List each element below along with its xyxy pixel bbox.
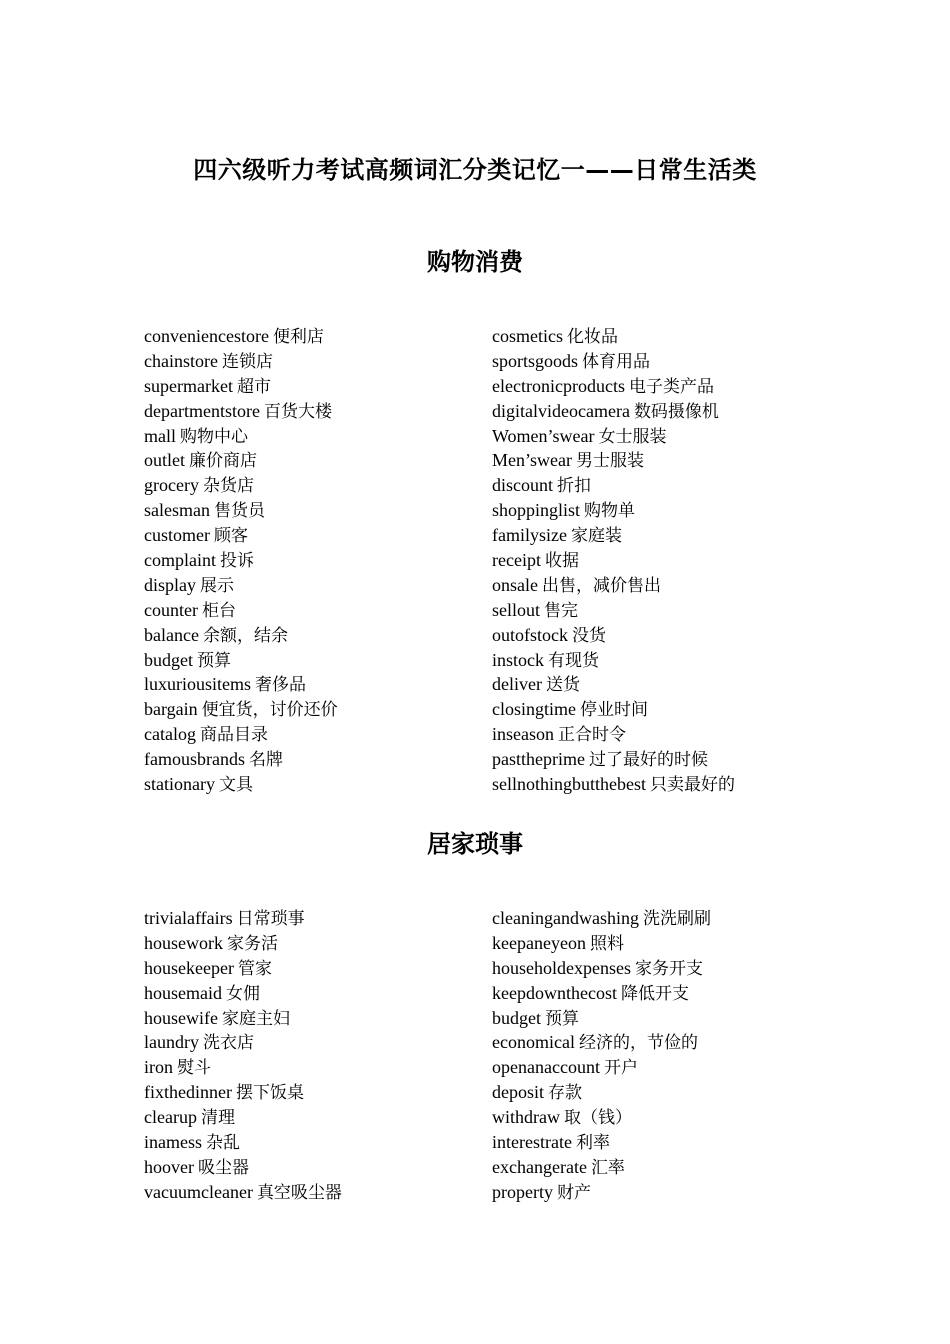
vocab-entry [144,349,338,374]
section-heading-household: 居家琐事 [427,830,523,858]
vocab-translation: 只卖最好的 [649,775,735,796]
vocab-entry [492,399,735,424]
vocab-entry [492,448,735,473]
vocab-term: shoppinglist [492,500,581,521]
vocab-entry [144,648,338,673]
vocab-term: balance [144,624,199,645]
vocab-list-household-right [492,906,711,1205]
vocab-entry [144,573,338,598]
vocab-translation: 日常琐事 [236,909,305,929]
vocab-entry [492,1130,711,1155]
vocab-entry [144,324,338,349]
vocab-term: exchangerate [492,1156,587,1177]
vocab-entry [144,523,338,548]
vocab-term: departmentstore [144,400,260,421]
vocab-term: display [144,574,196,595]
vocab-entry [492,1055,711,1080]
vocab-entry [492,1030,711,1055]
vocab-entry [144,1030,342,1055]
vocab-entry [144,981,342,1006]
vocab-entry [144,448,338,473]
vocab-translation: 体育用品 [582,351,651,372]
vocab-term: budget [144,649,193,670]
vocab-translation: 家务开支 [634,958,703,979]
vocab-term: trivialaffairs [144,908,233,928]
vocab-term: luxuriousitems [144,674,251,695]
vocab-term: budget [492,1007,541,1028]
vocab-translation: 洗洗刷刷 [642,909,711,929]
vocab-entry [144,956,342,981]
vocab-translation: 杂乱 [206,1133,240,1154]
vocab-entry [144,1180,342,1205]
vocab-term: cosmetics [492,326,563,346]
vocab-translation: 吸尘器 [197,1157,249,1178]
vocab-term: inamess [144,1132,202,1153]
vocab-translation: 管家 [237,958,272,979]
vocab-translation: 电子类产品 [628,376,714,397]
vocab-entry [144,722,338,747]
vocab-entry [492,1080,711,1105]
vocab-translation: 杂货店 [202,476,254,497]
vocab-translation: 售完 [544,600,578,621]
vocab-translation: 廉价商店 [189,451,257,472]
vocab-translation: 取（钱） [563,1108,632,1129]
vocab-entry [492,906,711,931]
vocab-translation: 出售，减价售出 [541,575,661,596]
vocab-entry [144,906,342,931]
vocab-translation: 正合时令 [558,725,626,746]
vocab-term: electronicproducts [492,375,625,396]
vocab-term: chainstore [144,350,218,371]
vocab-term: Men’swear [492,450,572,471]
vocab-entry [492,1180,711,1205]
vocab-translation: 文具 [218,775,253,796]
vocab-entry [492,648,735,673]
vocab-term: Women’swear [492,425,595,446]
vocab-entry [144,623,338,648]
vocab-entry [492,672,735,697]
vocab-term: pasttheprime [492,749,585,770]
vocab-translation: 商品目录 [199,725,268,746]
vocab-entry [492,424,735,449]
section-heading-shopping: 购物消费 [427,248,523,276]
vocab-translation: 化妆品 [566,327,618,347]
vocab-entry [144,1155,342,1180]
vocab-translation: 展示 [200,575,234,596]
vocab-term: conveniencestore [144,326,269,346]
vocab-term: inseason [492,724,554,745]
vocab-translation: 汇率 [590,1157,625,1178]
vocab-entry [144,473,338,498]
vocab-translation: 顾客 [213,526,248,547]
vocab-entry [492,473,735,498]
vocab-translation: 数码摄像机 [633,401,719,422]
vocab-translation: 女士服装 [598,426,667,447]
vocab-entry [492,697,735,722]
vocab-list-shopping-left [144,324,338,797]
vocab-entry [144,931,342,956]
vocab-term: housework [144,932,223,953]
vocab-translation: 名牌 [248,750,283,771]
vocab-translation: 超市 [236,376,271,397]
vocab-term: clearup [144,1107,197,1128]
vocab-translation: 购物单 [584,501,636,522]
vocab-translation: 存款 [548,1083,582,1104]
vocab-translation: 家庭主妇 [221,1008,290,1029]
vocab-entry [492,349,735,374]
vocab-entry [492,498,735,523]
vocab-entry [144,672,338,697]
vocab-term: instock [492,649,544,670]
vocab-entry [492,931,711,956]
vocab-term: housekeeper [144,957,234,978]
vocab-entry [492,981,711,1006]
vocab-term: complaint [144,550,216,571]
vocab-term: withdraw [492,1107,560,1128]
vocab-term: openanaccount [492,1057,600,1078]
vocab-translation: 女佣 [226,983,260,1004]
vocab-translation: 没货 [572,625,606,646]
vocab-term: keepdownthecost [492,982,617,1003]
vocab-translation: 投诉 [219,551,254,572]
vocab-entry [144,1080,342,1105]
vocab-translation: 便利店 [272,327,324,347]
vocab-entry [492,956,711,981]
vocab-entry [144,598,338,623]
vocab-term: discount [492,475,553,496]
vocab-translation: 预算 [545,1008,579,1029]
vocab-translation: 购物中心 [180,426,248,447]
vocab-entry [144,1105,342,1130]
vocab-entry [492,772,735,797]
vocab-term: laundry [144,1032,199,1053]
vocab-term: fixthedinner [144,1082,232,1103]
vocab-entry [144,1055,342,1080]
vocab-translation: 经济的，节俭的 [578,1033,698,1054]
vocab-term: vacuumcleaner [144,1181,253,1202]
vocab-term: hoover [144,1156,194,1177]
vocab-translation: 售货员 [213,501,265,522]
vocab-translation: 降低开支 [620,983,689,1004]
vocab-entry [492,374,735,399]
vocab-translation: 折扣 [557,476,591,497]
vocab-entry [492,573,735,598]
vocab-translation: 余额，结余 [202,625,288,646]
vocab-term: grocery [144,475,199,496]
vocab-entry [492,548,735,573]
vocab-entry [144,548,338,573]
vocab-translation: 熨斗 [177,1058,211,1079]
vocab-entry [492,1006,711,1031]
vocab-entry [492,523,735,548]
vocab-translation: 财产 [556,1182,591,1203]
vocab-entry [492,1155,711,1180]
vocab-translation: 奢侈品 [255,675,306,696]
vocab-translation: 预算 [197,650,231,671]
vocab-entry [492,1105,711,1130]
vocab-entry [492,598,735,623]
vocab-term: counter [144,599,198,620]
vocab-list-household-left [144,906,342,1205]
vocab-term: outofstock [492,624,568,645]
vocab-entry [144,498,338,523]
vocab-term: digitalvideocamera [492,400,630,421]
vocab-translation: 家庭装 [570,526,622,547]
vocab-term: stationary [144,774,215,795]
vocab-translation: 清理 [200,1108,235,1129]
vocab-term: bargain [144,699,198,720]
vocab-translation: 有现货 [548,650,599,671]
vocab-term: deposit [492,1082,544,1103]
vocab-translation: 送货 [545,675,580,696]
vocab-term: familysize [492,525,567,546]
vocab-translation: 柜台 [201,600,236,621]
vocab-translation: 男士服装 [575,451,644,472]
vocab-term: catalog [144,724,196,745]
vocab-translation: 真空吸尘器 [256,1182,342,1203]
vocab-term: keepaneyeon [492,932,586,953]
vocab-term: salesman [144,500,210,521]
vocab-term: mall [144,425,176,446]
vocab-translation: 开户 [603,1058,638,1079]
vocab-translation: 利率 [575,1133,610,1154]
vocab-translation: 过了最好的时候 [588,750,708,771]
vocab-term: deliver [492,674,542,695]
vocab-translation: 洗衣店 [202,1033,254,1054]
vocab-term: famousbrands [144,749,245,770]
vocab-term: onsale [492,574,538,595]
vocab-translation: 照料 [589,933,624,954]
vocab-translation: 便宜货，讨价还价 [201,700,338,721]
vocab-term: cleaningandwashing [492,908,639,928]
vocab-entry [144,697,338,722]
vocab-translation: 家务活 [227,933,278,954]
vocab-term: sportsgoods [492,350,579,371]
vocab-entry [144,374,338,399]
vocab-entry [144,1130,342,1155]
vocab-term: sellnothingbutthebest [492,774,646,795]
vocab-term: customer [144,525,210,546]
vocab-translation: 收据 [544,551,579,572]
vocab-term: householdexpenses [492,957,631,978]
vocab-entry [144,1006,342,1031]
vocab-entry [144,747,338,772]
vocab-entry [492,324,735,349]
vocab-term: outlet [144,450,185,471]
vocab-translation: 停业时间 [580,700,648,721]
vocab-term: closingtime [492,699,576,720]
vocab-term: economical [492,1032,575,1053]
vocab-entry [492,747,735,772]
vocab-entry [144,399,338,424]
vocab-translation: 摆下饭桌 [235,1083,304,1104]
vocab-term: interestrate [492,1132,572,1153]
vocab-term: housemaid [144,982,222,1003]
vocab-term: property [492,1181,553,1202]
vocab-term: iron [144,1057,173,1078]
vocab-translation: 连锁店 [221,351,273,372]
vocab-entry [492,722,735,747]
vocab-entry [144,424,338,449]
vocab-list-shopping-right [492,324,735,797]
vocab-term: sellout [492,599,540,620]
vocab-entry [144,772,338,797]
vocab-term: housewife [144,1007,218,1028]
page-title: 四六级听力考试高频词汇分类记忆一——日常生活类 [193,156,757,184]
vocab-term: supermarket [144,375,233,396]
vocab-term: receipt [492,550,541,571]
vocab-translation: 百货大楼 [263,401,332,422]
vocab-entry [492,623,735,648]
